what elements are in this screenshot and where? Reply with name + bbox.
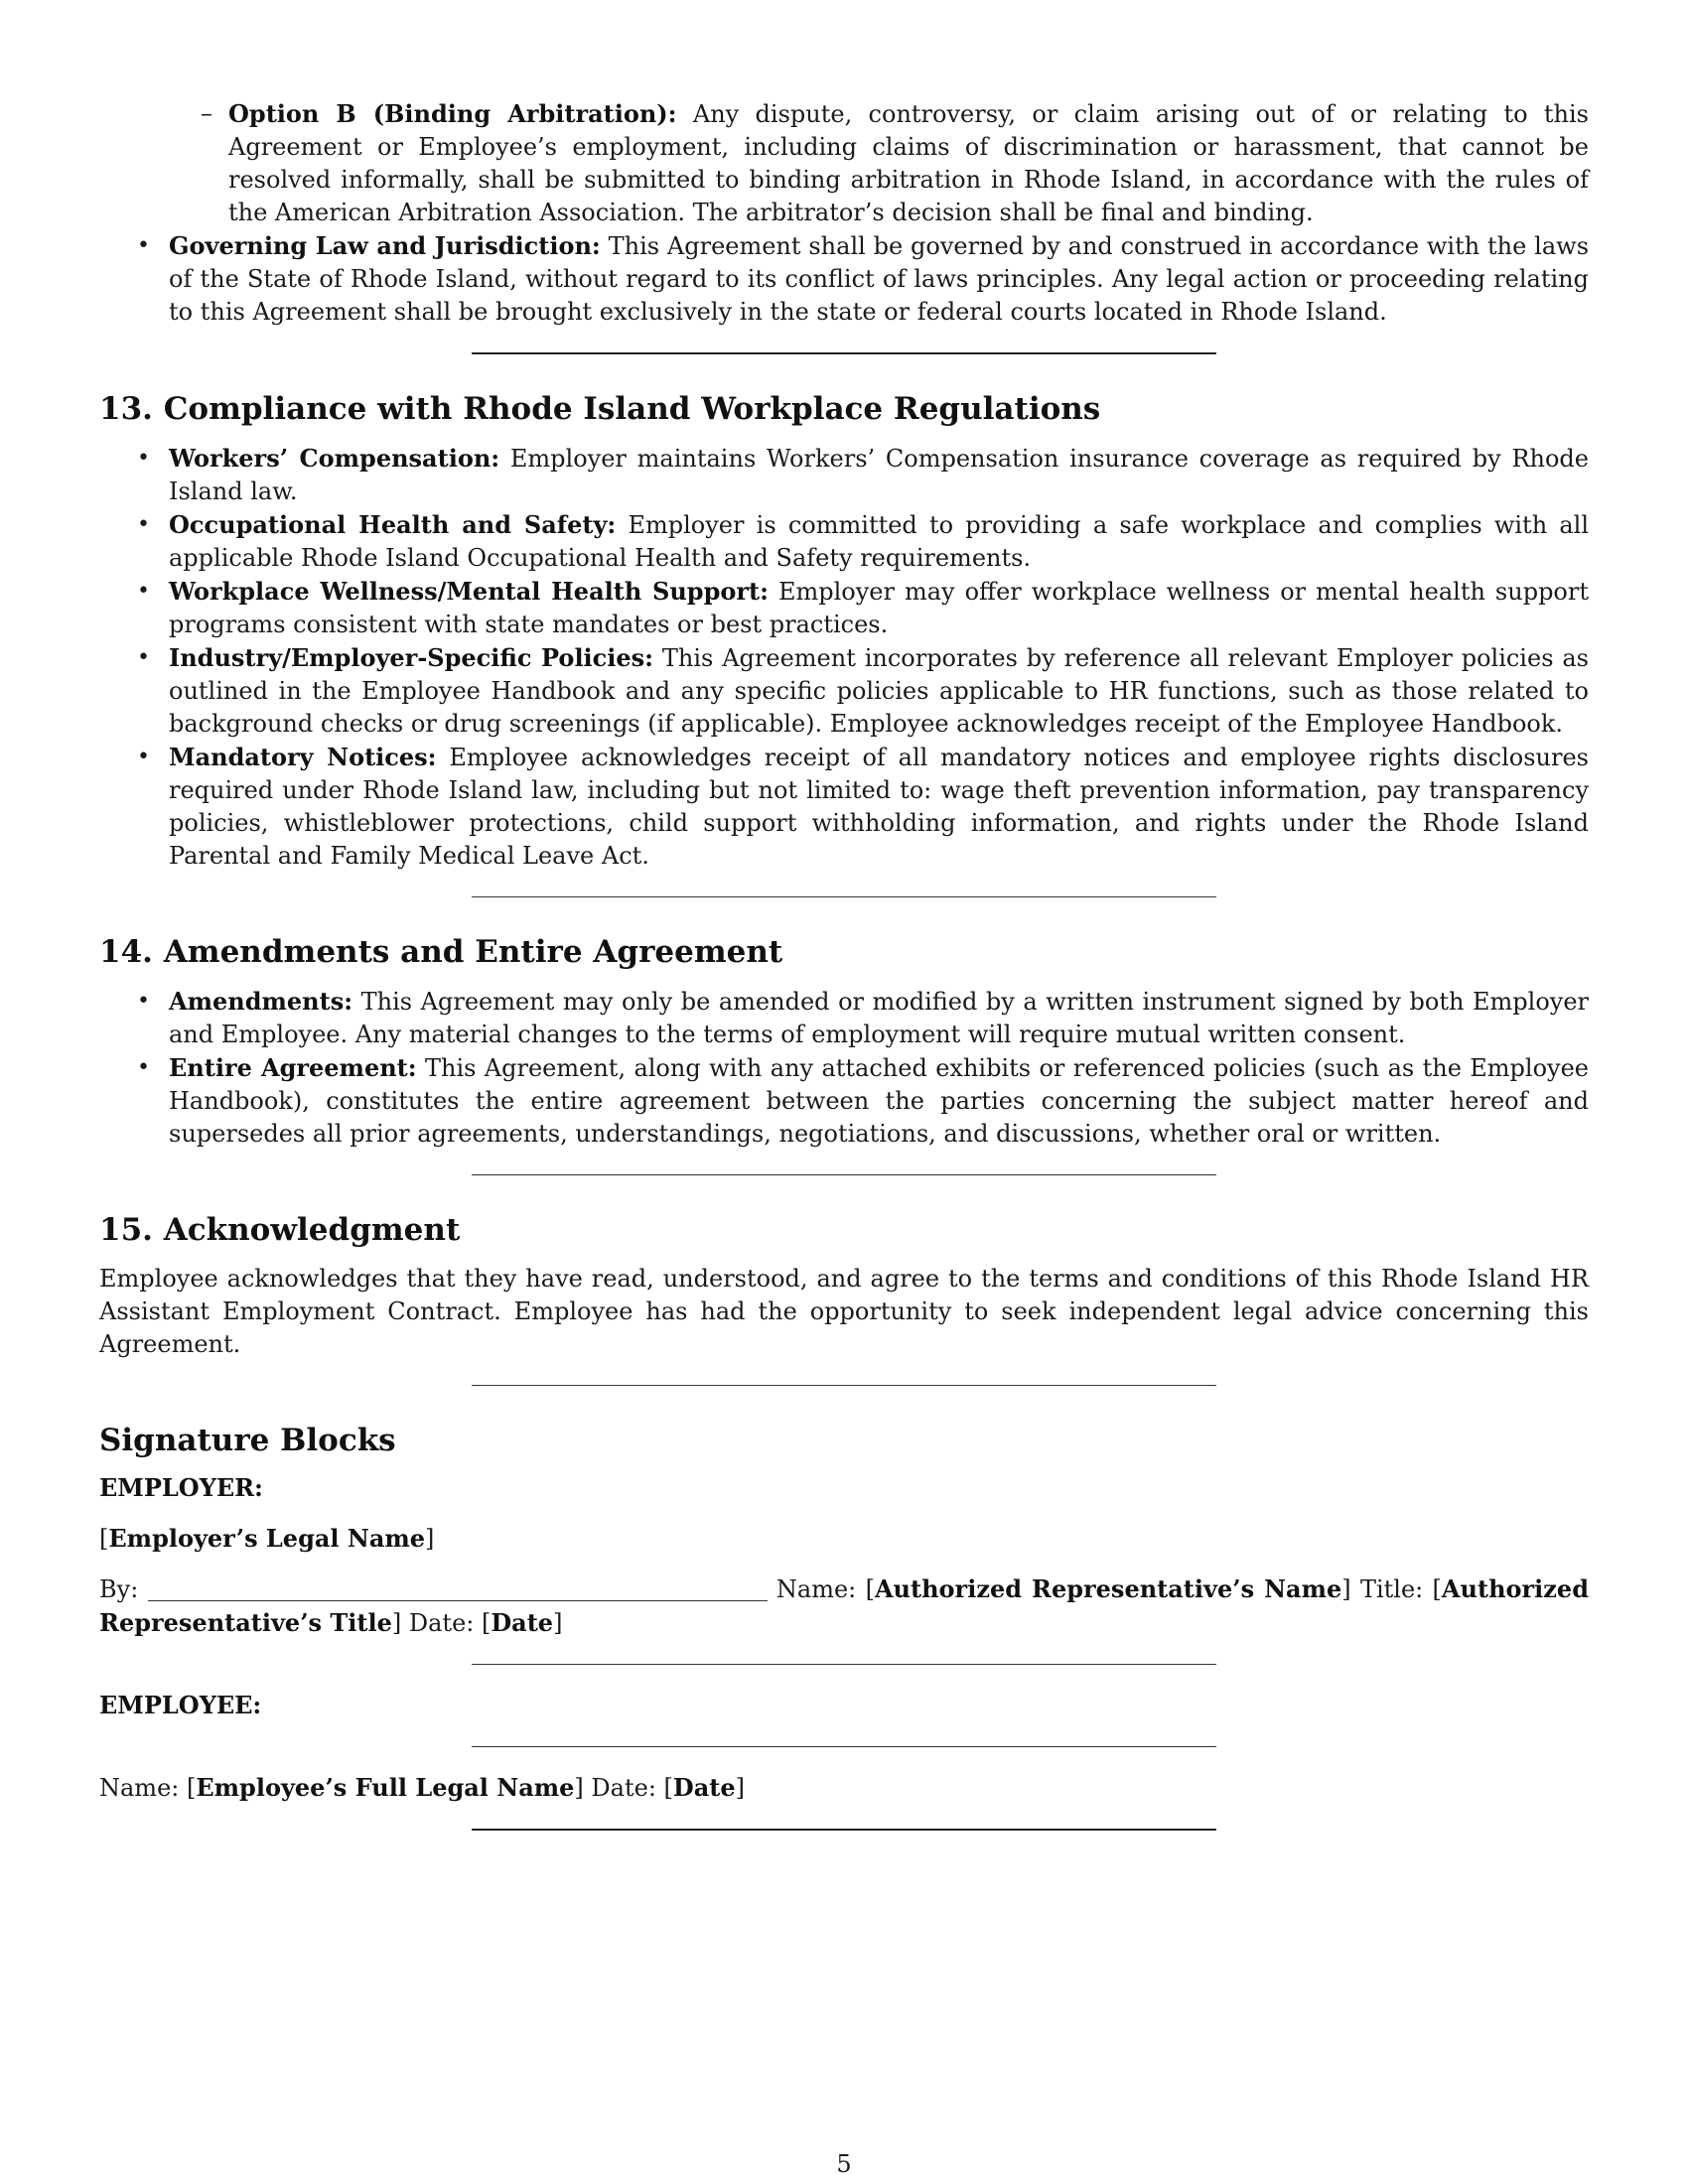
item-text: Employer is committed to providing a safe workplace and complies with all applicable Rhode Island Occupational Health and Safety requirements. bbox=[169, 511, 1589, 572]
list-item bbox=[99, 985, 1589, 1051]
page-number: 5 bbox=[836, 2150, 852, 2178]
option-b-label: Option B (Binding Arbitration): bbox=[228, 99, 677, 128]
employee-heading bbox=[99, 1689, 1589, 1722]
list-item bbox=[99, 741, 1589, 873]
section-divider bbox=[472, 896, 1216, 897]
item-label: Occupational Health and Safety: bbox=[169, 510, 617, 539]
item-label: Workplace Wellness/Mental Health Support: bbox=[169, 577, 769, 606]
section-14-title: 14. Amendments and Entire Agreement bbox=[99, 934, 783, 970]
section-divider bbox=[472, 352, 1216, 354]
governing-law-text: This Agreement shall be governed by and construed in accordance with the laws of the State of Rhode Island, without regard to its conflict of laws principles. Any legal action or proceeding relating to this Agreement shall be brought exclusively in the state or federal courts located in Rhode Island. bbox=[169, 232, 1590, 326]
item-text: Employer may offer workplace wellness or mental health support programs consistent with state mandates or best practices. bbox=[169, 578, 1589, 638]
representative-name: Authorized Representative’s Name bbox=[874, 1574, 1342, 1603]
list-item bbox=[99, 508, 1589, 575]
name-label: Name: bbox=[775, 1575, 857, 1603]
governing-law-item bbox=[99, 229, 1589, 329]
employee-name-line: Name: [Employee’s Full Legal Name] Date: [Date] bbox=[99, 1773, 745, 1802]
representative-title: Authorized Representative’s Title bbox=[99, 1574, 1589, 1637]
employer-legal-name: Employer’s Legal Name bbox=[108, 1524, 426, 1553]
employer-signature-field[interactable] bbox=[148, 1576, 768, 1601]
governing-list bbox=[99, 229, 1589, 329]
list-item bbox=[99, 1051, 1589, 1151]
item-text: This Agreement, along with any attached exhibits or referenced policies (such as the Employee Handbook), constitutes the entire agreement between the parties concerning the subject matter hereof and supersedes all prior agreements, understandings, negotiations, and discussions, whether oral or written. bbox=[169, 1054, 1589, 1148]
title-label: Title: bbox=[1359, 1575, 1424, 1603]
document-page bbox=[99, 97, 1589, 1831]
option-b-text: Any dispute, controversy, or claim arising out of or relating to this Agreement or Employee’s employment, including claims of discrimination or harassment, that cannot be resolved informally, shall be submitted to binding arbitration in Rhode Island, in accordance with the rules of the American Arbitration Association. The arbitrator’s decision shall be final and binding. bbox=[228, 100, 1589, 226]
item-text: Employer maintains Workers’ Compensation insurance coverage as required by Rhode Island law. bbox=[169, 445, 1589, 505]
section-13-list bbox=[99, 442, 1589, 873]
employer-signature-line: By: Name: [Authorized Representative’s Name] Title: [Authorized Representative’s Title] Date: [Date] bbox=[99, 1574, 1589, 1637]
signature-blocks-title: Signature Blocks bbox=[99, 1423, 396, 1458]
employee-date-label: Date: bbox=[591, 1774, 656, 1802]
by-label: By: bbox=[99, 1575, 139, 1603]
employer-heading-text: EMPLOYER: bbox=[99, 1473, 263, 1502]
acknowledgment-text: Employee acknowledges that they have read, understood, and agree to the terms and conditions of this Rhode Island HR Assistant Employment Contract. Employee has had the opportunity to seek independent legal advice concerning this Agreement. bbox=[99, 1265, 1589, 1358]
employer-heading bbox=[99, 1471, 1589, 1505]
item-label: Mandatory Notices: bbox=[169, 743, 437, 771]
employer-date: Date bbox=[491, 1608, 554, 1637]
item-label: Amendments: bbox=[169, 987, 353, 1016]
item-text: This Agreement may only be amended or modified by a written instrument signed by both Employer and Employee. Any material changes to the terms of employment will require mutual written consent. bbox=[169, 988, 1589, 1048]
item-label: Entire Agreement: bbox=[169, 1053, 417, 1082]
item-text: This Agreement incorporates by reference all relevant Employer policies as outlined in the Employee Handbook and any specific policies applicable to HR functions, such as those related to background checks or drug screenings (if applicable). Employee acknowledges receipt of the Employee Handbook. bbox=[169, 644, 1589, 738]
section-divider bbox=[472, 1664, 1216, 1665]
date-label: Date: bbox=[408, 1609, 475, 1637]
employee-date: Date bbox=[672, 1773, 736, 1802]
employer-name-line: [Employer’s Legal Name] bbox=[99, 1524, 435, 1553]
employee-heading-text: EMPLOYEE: bbox=[99, 1691, 262, 1719]
section-divider bbox=[472, 1174, 1216, 1175]
section-13-title: 13. Compliance with Rhode Island Workplace Regulations bbox=[99, 391, 1101, 427]
governing-law-label: Governing Law and Jurisdiction: bbox=[169, 231, 601, 260]
list-item bbox=[99, 442, 1589, 508]
item-text: Employee acknowledges receipt of all mandatory notices and employee rights disclosures required under Rhode Island law, including but not limited to: wage theft prevention information, pay transparency policies, whistleblower protections, child support withholding information, and rights under the Rhode Island Parental and Family Medical Leave Act. bbox=[169, 744, 1589, 870]
section-15-title: 15. Acknowledgment bbox=[99, 1212, 461, 1248]
option-list bbox=[99, 97, 1589, 229]
item-label: Industry/Employer-Specific Policies: bbox=[169, 643, 654, 672]
item-label: Workers’ Compensation: bbox=[169, 444, 500, 473]
option-b-item bbox=[99, 97, 1589, 229]
employee-full-name: Employee’s Full Legal Name bbox=[196, 1773, 575, 1802]
employee-signature-line[interactable] bbox=[472, 1746, 1216, 1747]
list-item bbox=[99, 641, 1589, 741]
employee-name-label: Name: bbox=[99, 1774, 180, 1802]
list-item bbox=[99, 575, 1589, 641]
section-divider bbox=[472, 1829, 1216, 1831]
section-14-list bbox=[99, 985, 1589, 1151]
section-divider bbox=[472, 1385, 1216, 1386]
